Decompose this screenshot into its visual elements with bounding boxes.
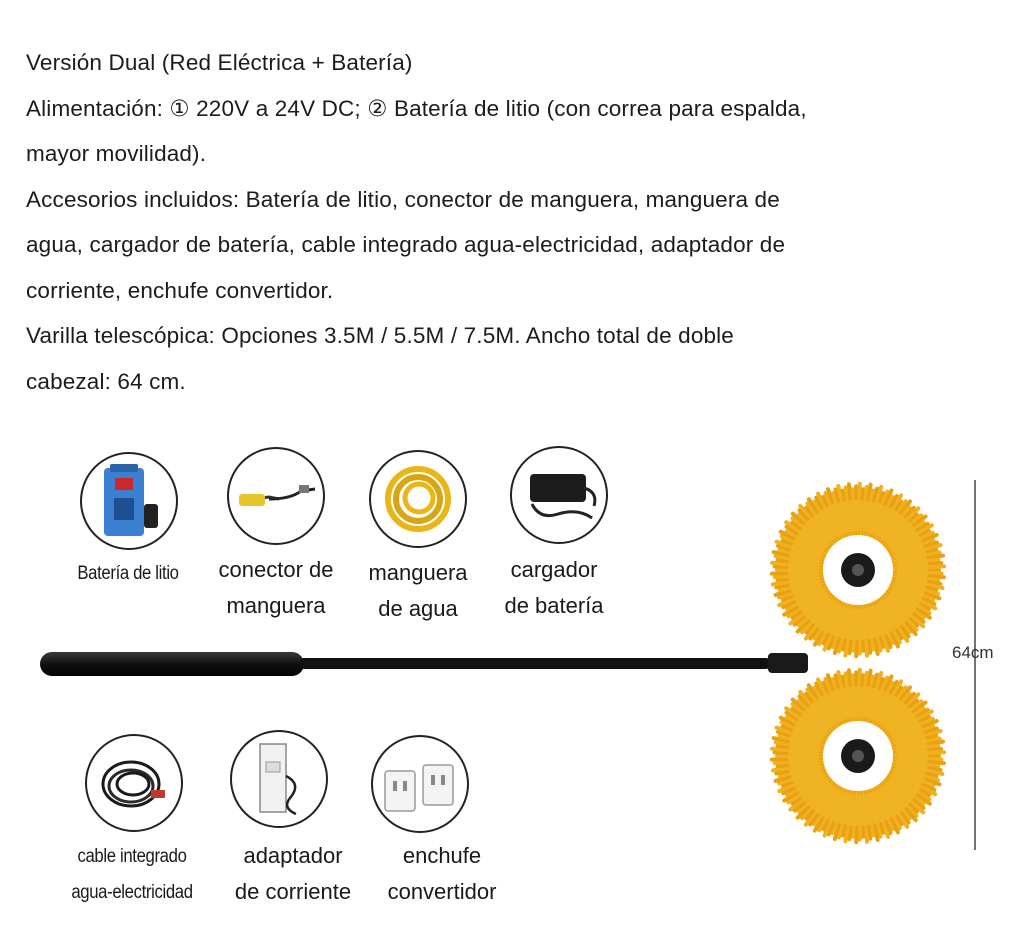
plug-converter-icon (373, 737, 467, 831)
description-line: cabezal: 64 cm. (26, 368, 186, 394)
accessory-cable (85, 734, 183, 832)
accessory-hose (369, 450, 467, 548)
power-adapter-icon (232, 732, 326, 826)
accessory-plug (371, 735, 469, 833)
accessory-battery-label: Batería de litio (77, 563, 179, 584)
accessory-battery (80, 452, 178, 550)
accessory-charger-label: cargador de batería (504, 557, 604, 618)
accessory-connector (227, 447, 325, 545)
integrated-cable-icon (87, 736, 181, 830)
accessory-plug-label: enchufe convertidor (387, 843, 497, 904)
accessory-connector-label: conector de manguera (218, 557, 334, 618)
description-line: corriente, enchufe convertidor. (26, 277, 334, 303)
lithium-battery-icon (82, 454, 176, 548)
product-description (26, 40, 1016, 404)
accessory-adapter (230, 730, 328, 828)
water-hose-icon (371, 452, 465, 546)
description-line: Versión Dual (Red Eléctrica + Batería) (26, 50, 413, 75)
brush-head-bottom (772, 670, 944, 842)
description-line: Varilla telescópica: Opciones 3.5M / 5.5M / 7.5M. Ancho total de doble (26, 323, 734, 348)
description-line: Alimentación: ① 220V a 24V DC; ② Batería de litio (con correa para espalda, (26, 95, 807, 121)
description-line: agua, cargador de batería, cable integrado agua-electricidad, adaptador de (26, 232, 786, 257)
description-line: Accesorios incluidos: Batería de litio, conector de manguera, manguera de (26, 186, 780, 212)
pole-handle (40, 652, 304, 676)
brush-head-top (772, 484, 944, 656)
pole-clamp (768, 653, 808, 673)
accessory-adapter-label: adaptador de corriente (234, 843, 352, 904)
accessory-charger (510, 446, 608, 544)
description-line: mayor movilidad). (26, 141, 207, 166)
hose-connector-icon (229, 449, 323, 543)
pole-shaft (300, 658, 770, 669)
battery-charger-icon (512, 448, 606, 542)
width-dimension-label: 64cm (952, 643, 994, 662)
accessory-hose-label: manguera de agua (368, 560, 468, 621)
accessory-cable-label: cable integrado agua-electricidad (71, 846, 193, 903)
